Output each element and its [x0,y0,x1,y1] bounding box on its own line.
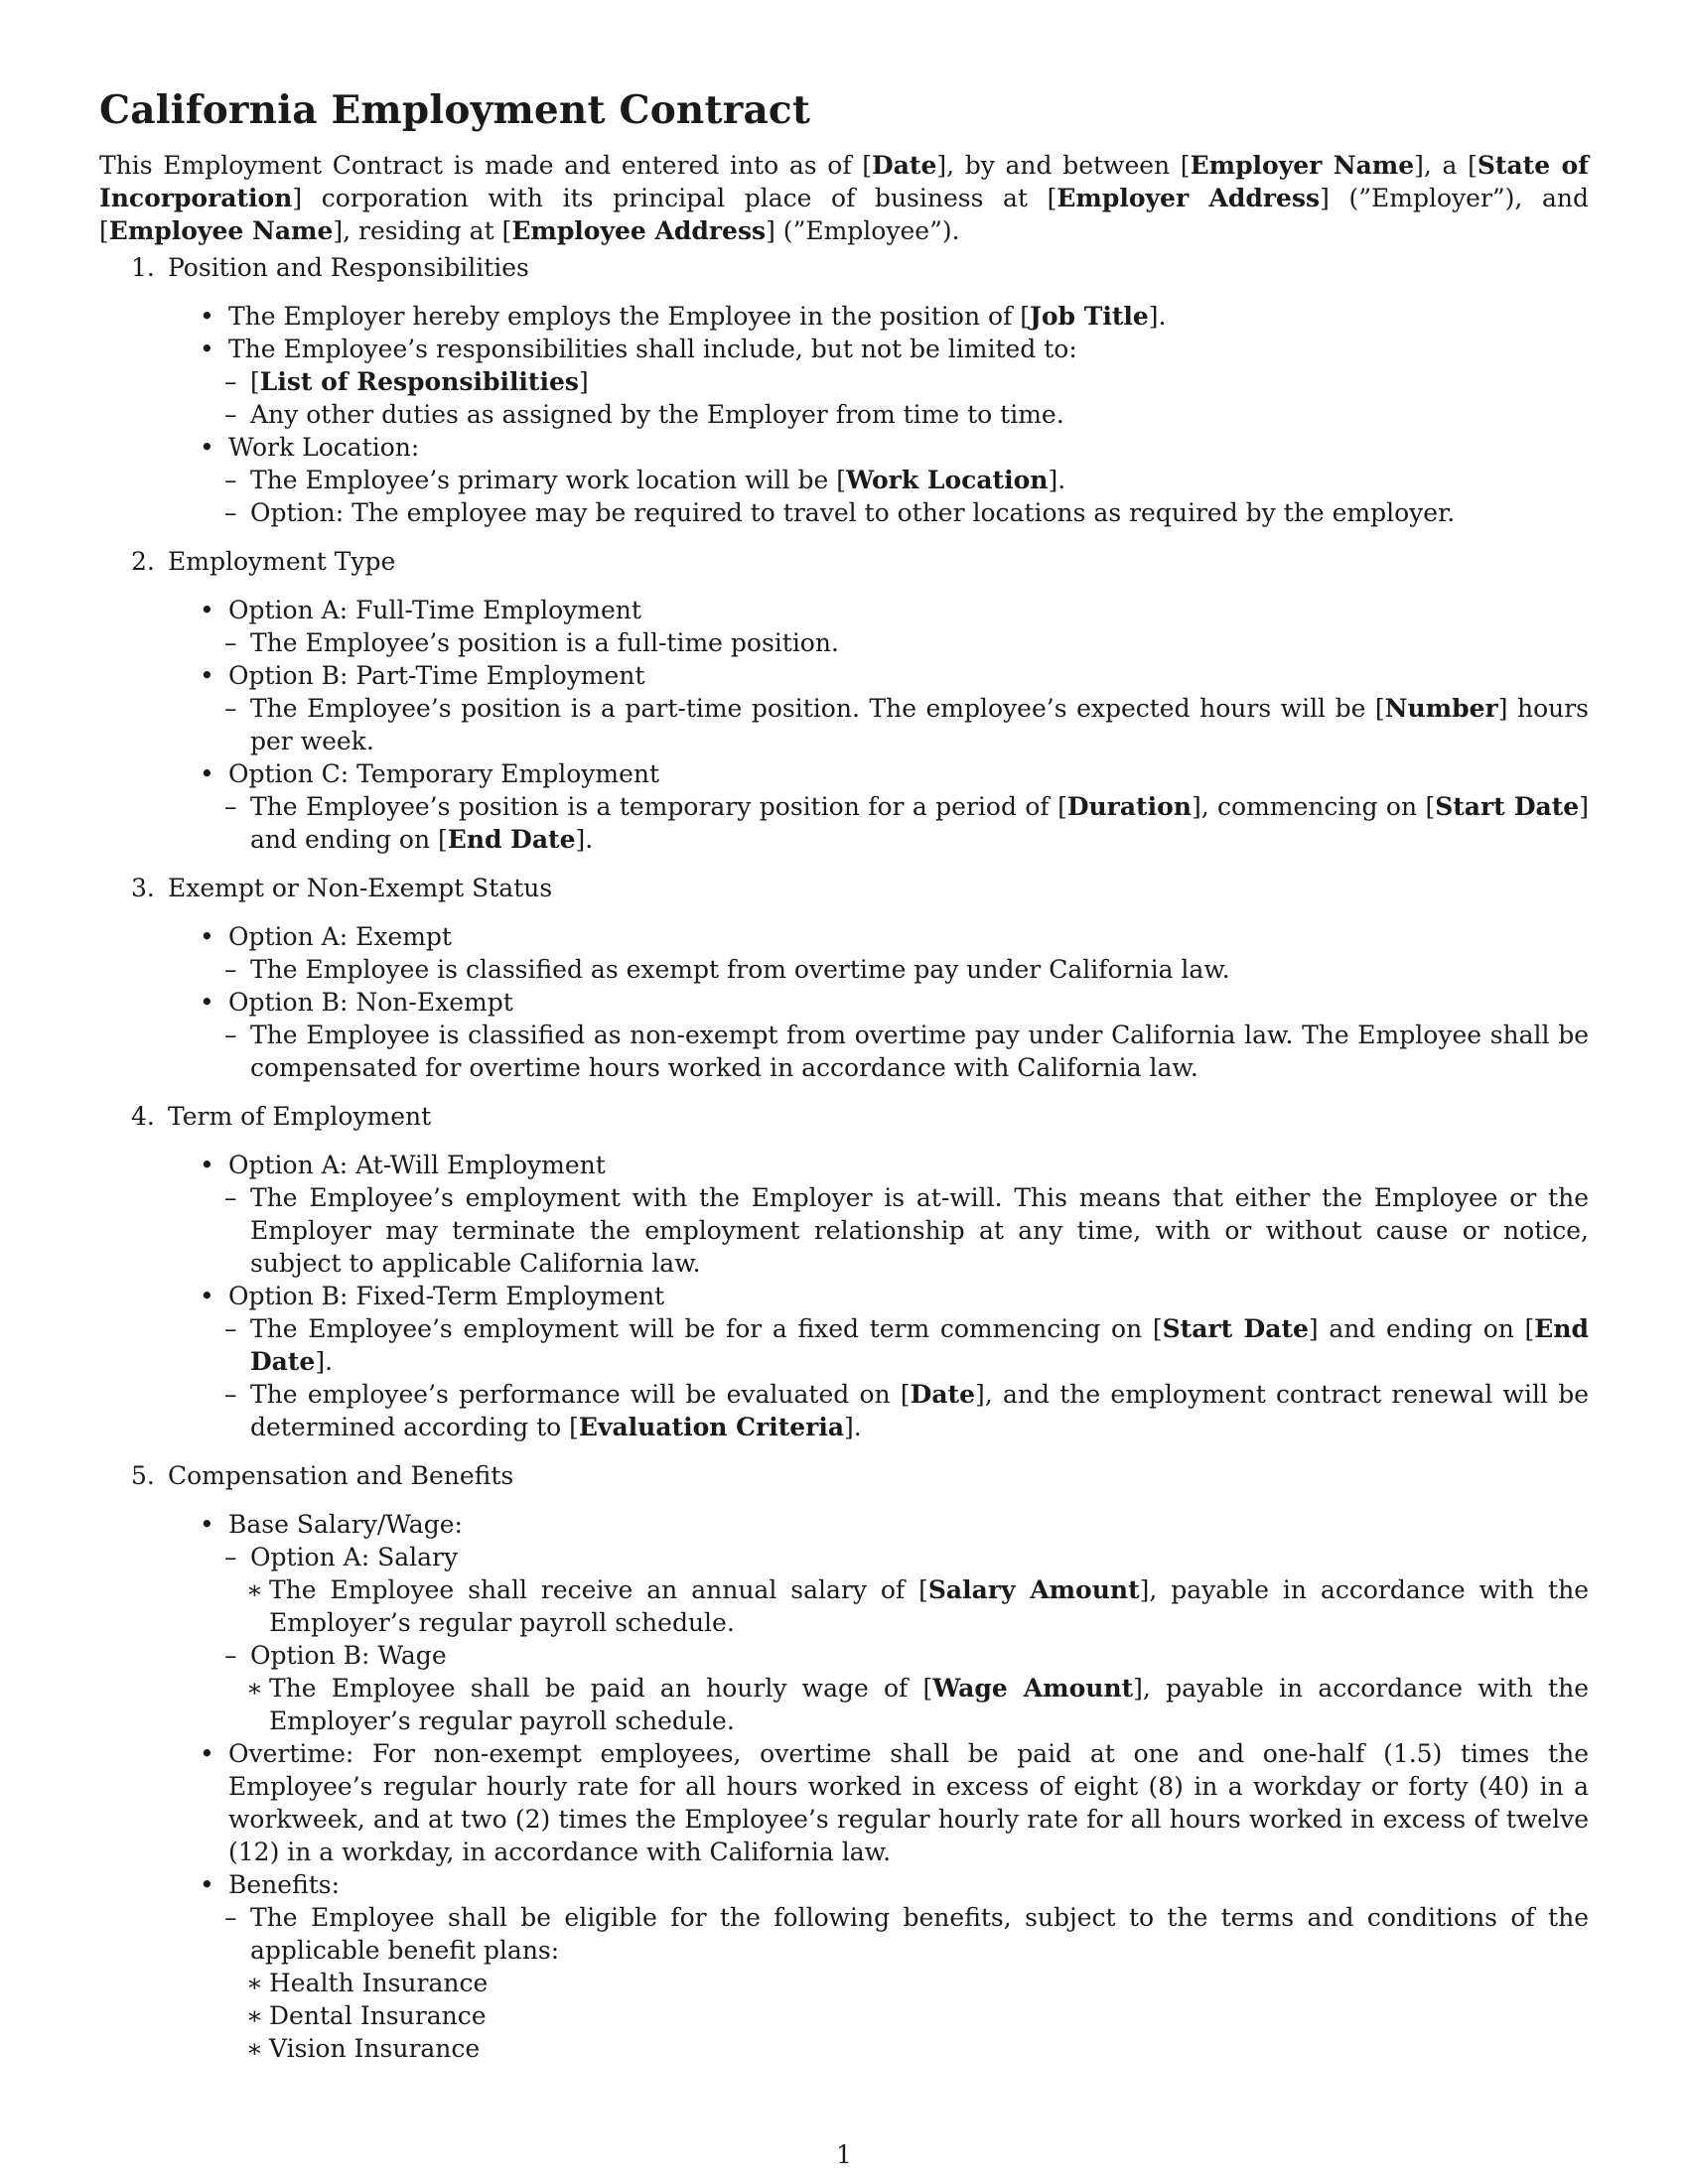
sub-list-item: – The Employee shall be eligible for the following benefits, subject to the terms and conditions of the applicable benefit plans: ∗ Health Insurance ∗ Dental Insurance ∗ Vision Insurance [224,1903,1589,2063]
field-salary-amount: Salary Amount [927,1575,1140,1604]
list-item: • The Employee’s responsibilities shall include, but not be limited to: – [List of Responsibilities] – Any other duties as assigned by the Employer from time to time. [99,333,1589,431]
section-2 [99,545,1589,856]
page-number: 1 [836,2140,852,2169]
field-state-of-incorporation: State of Incorporation [99,151,1589,212]
sub-list-item: – The Employee’s position is a full-time position. [224,628,839,657]
field-employer-address: Employer Address [1056,184,1321,212]
field-date: Date [910,1380,976,1409]
sub-sub-list-item: ∗ Vision Insurance [246,2034,481,2063]
section-heading: 3. Exempt or Non-Exempt Status [131,874,553,902]
field-list-of-responsibilities: List of Responsibilities [259,367,579,396]
field-work-location: Work Location [845,466,1049,494]
field-employee-name: Employee Name [108,216,334,245]
intro-paragraph: This Employment Contract is made and entered into as of [Date], by and between [Employer Name], a [State of Incorporation] corporation with its principal place of business at [Employer Address] (”Employer”), and [Employee Name], residing at [Employee Address] (”Employee”). [99,151,1589,245]
list-item: • Option B: Part-Time Employment – The Employee’s position is a part-time position. The employee’s expected hours will be [Number] hours per week. [200,661,1590,755]
sub-list-item: – The Employee is classified as exempt from overtime pay under California law. [224,955,1230,984]
section-heading: 4. Term of Employment [131,1102,432,1131]
field-number: Number [1384,694,1498,723]
field-duration: Duration [1066,792,1192,821]
document-page [99,85,1589,2081]
field-employee-address: Employee Address [511,216,767,245]
sub-list-item: – The Employee’s employment with the Employer is at-will. This means that either the Employee or the Employer may terminate the employment relationship at any time, with or without cause or notice, subject to applicable California law. [224,1183,1589,1278]
field-date: Date [872,151,937,180]
field-job-title: Job Title [1030,302,1149,331]
list-item: • Option C: Temporary Employment – The Employee’s position is a temporary position for a period of [Duration], commencing on [Start Date] and ending on [End Date]. [200,759,1589,854]
field-wage-amount: Wage Amount [932,1674,1134,1703]
sections-list [99,251,1589,2065]
list-item: • Option B: Fixed-Term Employment – The Employee’s employment will be for a fixed term commencing on [Start Date] and ending on [End Date]. – The employee’s performance will be evaluated on [Date], and the employment contract renewal will be determined according to [Evaluation Criteria]. [200,1282,1589,1441]
sub-sub-list-item: ∗ Health Insurance [246,1969,489,1997]
sub-sub-list-item: ∗ The Employee shall receive an annual salary of [Salary Amount], payable in accordance with the Employer’s regular payroll schedule. [246,1575,1590,1637]
sub-sub-list-item: ∗ Dental Insurance [246,2001,487,2030]
field-evaluation-criteria: Evaluation Criteria [578,1413,845,1441]
list-item: • Option B: Non-Exempt – The Employee is classified as non-exempt from overtime pay under California law. The Employee shall be compensated for overtime hours worked in accordance with California law. [200,988,1589,1082]
sub-list-item: – The Employee’s employment will be for a fixed term commencing on [Start Date] and ending on [End Date]. [224,1314,1589,1376]
list-item: • The Employer hereby employs the Employee in the position of [Job Title]. [200,302,1167,331]
sub-list-item: – Option: The employee may be required to travel to other locations as required by the employer. [224,498,1456,527]
section-4 [99,1100,1589,1443]
sub-list-item: – The employee’s performance will be evaluated on [Date], and the employment contract renewal will be determined according to [Evaluation Criteria]. [224,1380,1589,1441]
list-item: • Option A: Exempt – The Employee is classified as exempt from overtime pay under California law. [99,920,1589,986]
section-5 [99,1459,1589,2065]
sub-list-item: – The Employee’s position is a temporary position for a period of [Duration], commencing on [Start Date] and ending on [End Date]. [224,792,1589,854]
sub-list-item: – Option B: Wage ∗ The Employee shall be paid an hourly wage of [Wage Amount], payable in accordance with the Employer’s regular payroll schedule. [224,1641,1589,1735]
section-1 [99,251,1589,529]
field-end-date: End Date [447,825,576,854]
list-item: • Option A: Full-Time Employment – The Employee’s position is a full-time position. [99,594,1589,659]
list-item: • Overtime: For non-exempt employees, overtime shall be paid at one and one-half (1.5) times the Employee’s regular hourly rate for all hours worked in excess of eight (8) in a workday or forty (40) in a workweek, and at two (2) times the Employee’s regular hourly rate for all hours worked in excess of twelve (12) in a workday, in accordance with California law. [200,1739,1589,1866]
section-3 [99,872,1589,1084]
section-heading: 1. Position and Responsibilities [131,253,529,282]
sub-list-item: – Option A: Salary ∗ The Employee shall receive an annual salary of [Salary Amount], payable in accordance with the Employer’s regular payroll schedule. [224,1543,1590,1637]
field-start-date: Start Date [1435,792,1580,821]
sub-list-item: – The Employee is classified as non-exempt from overtime pay under California law. The Employee shall be compensated for overtime hours worked in accordance with California law. [224,1021,1589,1082]
field-end-date: End Date [250,1314,1589,1376]
field-employer-name: Employer Name [1190,151,1415,180]
sub-list-item: – The Employee’s primary work location will be [Work Location]. [224,466,1066,494]
sub-list-item: – [List of Responsibilities] [224,367,589,396]
section-heading: 2. Employment Type [131,547,396,576]
list-item: • Benefits: – The Employee shall be eligible for the following benefits, subject to the terms and conditions of the applicable benefit plans: ∗ Health Insurance ∗ Dental Insurance ∗ Vision Insurance [200,1870,1589,2063]
list-item: • Base Salary/Wage: – Option A: Salary ∗ The Employee shall receive an annual salary of [Salary Amount], payable in accordance with the Employer’s regular payroll schedule. – Option B: Wage ∗ The Employee shall be paid an hourly wage of [Wage Amount], payable in accordance with the Employer’s regular payroll schedule. [200,1510,1590,1735]
sub-list-item: – Any other duties as assigned by the Employer from time to time. [224,400,1064,429]
sub-list-item: – The Employee’s position is a part-time position. The employee’s expected hours will be [Number] hours per week. [224,694,1590,755]
list-item: • Option A: At-Will Employment – The Employee’s employment with the Employer is at-will. This means that either the Employee or the Employer may terminate the employment relationship at any time, with or without cause or notice, subject to applicable California law. [200,1151,1589,1278]
sub-sub-list-item: ∗ The Employee shall be paid an hourly wage of [Wage Amount], payable in accordance with the Employer’s regular payroll schedule. [246,1674,1589,1735]
field-start-date: Start Date [1162,1314,1309,1343]
section-heading: 5. Compensation and Benefits [131,1461,514,1490]
page-title: California Employment Contract [99,87,811,133]
list-item: • Work Location: – The Employee’s primary work location will be [Work Location]. – Option: The employee may be required to travel to other locations as required by the employer. [99,431,1589,529]
